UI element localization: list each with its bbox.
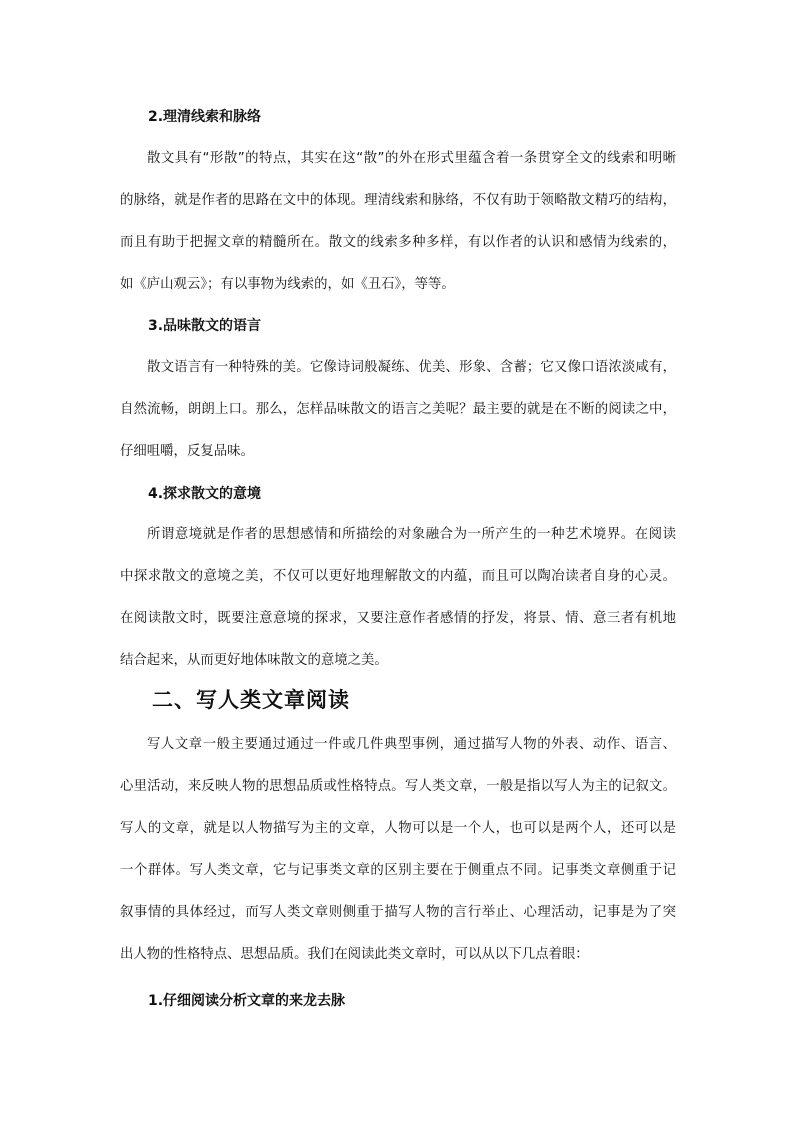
paragraph-line: 的脉络，就是作者的思路在文中的体现。理清线索和脉络，不仅有助于领略散文精巧的结构， (120, 193, 676, 208)
paragraph-line: 自然流畅，朗朗上口。那么，怎样品味散文的语言之美呢？最主要的就是在不断的阅读之中， (120, 402, 676, 417)
paragraph-line: 结合起来，从而更好地体味散文的意境之美。 (120, 653, 388, 668)
paragraph-line: 在阅读散文时，既要注意意境的探求，又要注意作者感情的抒发，将景、情、意三者有机地 (120, 611, 676, 626)
paragraph-line: 如《庐山观云》；有以事物为线索的，如《丑石》，等等。 (120, 277, 455, 292)
paragraph-line: 出人物的性格特点、思想品质。我们在阅读此类文章时，可以从以下几点着眼： (120, 947, 589, 962)
paragraph-line: 所谓意境就是作者的思想感情和所描绘的对象融合为一所产生的一种艺术境界。在阅读 (147, 527, 676, 542)
heading-savor-language: 3.品味散文的语言 (148, 318, 262, 334)
heading-character-articles: 二、写人类文章阅读 (152, 688, 350, 712)
paragraph-line: 心里活动，来反映人物的思想品质或性格特点。写人类文章，一般是指以写人为主的记叙文。 (120, 779, 676, 794)
paragraph-line: 散文具有“形散”的特点，其实在这“散”的外在形式里蕴含着一条贯穿全文的线索和明晰 (147, 151, 676, 166)
heading-analyze-context: 1.仔细阅读分析文章的来龙去脉 (148, 993, 346, 1009)
paragraph-line: 叙事情的具体经过，而写人类文章则侧重于描写人物的言行举止、心理活动，记事是为了突 (120, 905, 676, 920)
paragraph-line: 写人的文章，就是以人物描写为主的文章，人物可以是一个人，也可以是两个人，还可以是 (120, 821, 676, 836)
paragraph-line: 中探求散文的意境之美，不仅可以更好地理解散文的内蕴，而且可以陶冶读者自身的心灵。 (120, 569, 676, 584)
paragraph-line: 仔细咀嚼，反复品味。 (120, 444, 254, 459)
paragraph-line: 写人文章一般主要通过通过一件或几件典型事例，通过描写人物的外表、动作、语言、 (147, 737, 676, 752)
paragraph-line: 散文语言有一种特殊的美。它像诗词般凝练、优美、形象、含蓄；它又像口语浓淡咸有， (147, 360, 676, 375)
heading-explore-mood: 4.探求散文的意境 (148, 486, 262, 502)
paragraph-line: 而且有助于把握文章的精髓所在。散文的线索多种多样，有以作者的认识和感情为线索的， (120, 235, 676, 250)
heading-clarify-clues: 2.理清线索和脉络 (148, 109, 262, 125)
paragraph-line: 一个群体。写人类文章，它与记事类文章的区别主要在于侧重点不同。记事类文章侧重于记 (120, 863, 676, 878)
